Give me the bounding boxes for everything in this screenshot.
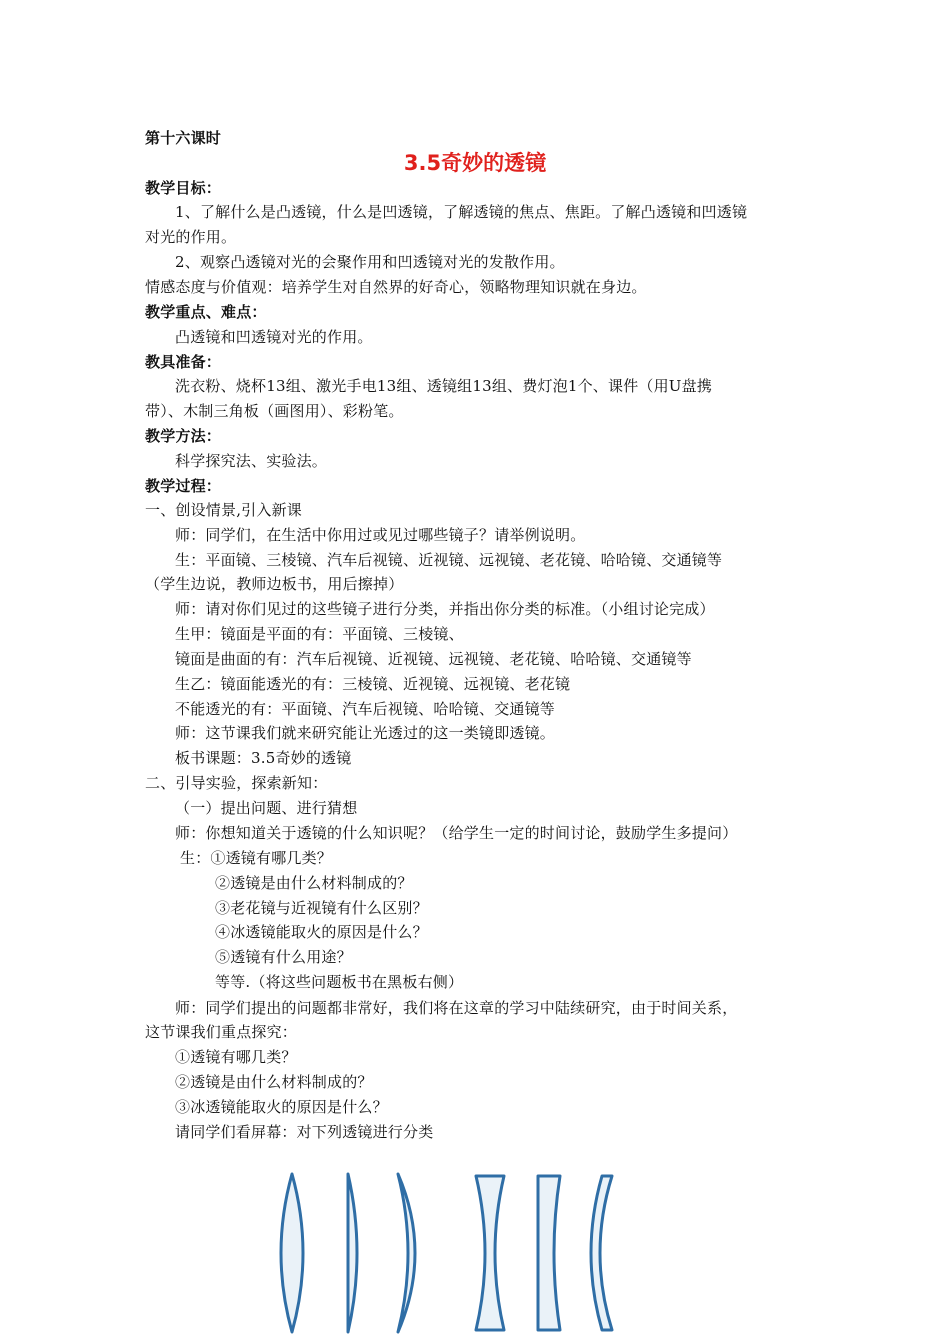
paragraph-line: 生甲：镜面是平面的有：平面镜、三棱镜、 (175, 625, 464, 643)
section-heading-objectives: 教学目标： (145, 179, 222, 197)
section-heading-materials: 教具准备： (145, 353, 222, 371)
paragraph-line: ①透镜有哪几类？ (175, 1048, 297, 1066)
biconvex-lens-icon (281, 1174, 303, 1332)
paragraph-line: 师：同学们提出的问题都非常好，我们将在这章的学习中陆续研究，由于时间关系， (175, 999, 738, 1017)
paragraph-line: 生乙：镜面能透光的有：三棱镜、近视镜、远视镜、老花镜 (175, 675, 571, 693)
paragraph-line: 师：这节课我们就来研究能让光透过的这一类镜即透镜。 (175, 724, 556, 742)
paragraph-line: 二、引导实验，探索新知： (145, 774, 328, 792)
paragraph-line: 带）、木制三角板（画图用）、彩粉笔。 (145, 402, 404, 420)
paragraph-line: 对光的作用。 (145, 228, 237, 246)
plano-convex-lens-icon (348, 1174, 357, 1332)
section-heading-methods: 教学方法： (145, 427, 222, 445)
biconcave-lens-icon (476, 1176, 504, 1330)
paragraph-line: 科学探究法、实验法。 (175, 452, 328, 470)
paragraph-line: 凸透镜和凹透镜对光的作用。 (175, 328, 373, 346)
paragraph-line: 生：平面镜、三棱镜、汽车后视镜、近视镜、远视镜、老花镜、哈哈镜、交通镜等 (175, 551, 723, 569)
paragraph-line: ③老花镜与近视镜有什么区别？ (215, 899, 428, 917)
section-heading-key-points: 教学重点、难点： (145, 303, 267, 321)
paragraph-line: ③冰透镜能取火的原因是什么？ (175, 1098, 388, 1116)
paragraph-line: ⑤透镜有什么用途？ (215, 948, 352, 966)
paragraph-line: （一）提出问题、进行猜想 (175, 799, 358, 817)
paragraph-line: 师：同学们，在生活中你用过或见过哪些镜子？请举例说明。 (175, 526, 586, 544)
paragraph-line: 师：请对你们见过的这些镜子进行分类，并指出你分类的标准。（小组讨论完成） (175, 600, 715, 618)
paragraph-line: 一、创设情景,引入新课 (145, 501, 302, 519)
paragraph-line: 2、观察凸透镜对光的会聚作用和凹透镜对光的发散作用。 (175, 253, 565, 271)
paragraph-line: 情感态度与价值观：培养学生对自然界的好奇心，领略物理知识就在身边。 (145, 278, 647, 296)
paragraph-line: 板书课题：3.5奇妙的透镜 (175, 749, 352, 767)
paragraph-line: 等等.（将这些问题板书在黑板右侧） (215, 973, 464, 991)
plano-concave-lens-icon (538, 1176, 560, 1330)
paragraph-line: 这节课我们重点探究： (145, 1023, 298, 1041)
paragraph-line: ④冰透镜能取火的原因是什么？ (215, 923, 428, 941)
paragraph-line: 洗衣粉、烧杯13组、激光手电13组、透镜组13组、费灯泡1个、课件（用U盘携 (175, 377, 713, 395)
paragraph-line: ②透镜是由什么材料制成的？ (215, 874, 413, 892)
paragraph-line: （学生边说，教师边板书，用后擦掉） (145, 575, 404, 593)
paragraph-line: 请同学们看屏幕：对下列透镜进行分类 (175, 1123, 434, 1141)
paragraph-line: 师：你想知道关于透镜的什么知识呢？（给学生一定的时间讨论，鼓励学生多提问） (175, 824, 738, 842)
meniscus-convex-lens-icon (398, 1174, 415, 1332)
paragraph-line: 生：①透镜有哪几类？ (180, 849, 333, 867)
meniscus-concave-lens-icon (591, 1176, 612, 1330)
section-heading-process: 教学过程： (145, 477, 222, 495)
paragraph-line: ②透镜是由什么材料制成的？ (175, 1073, 373, 1091)
paragraph-line: 1、了解什么是凸透镜，什么是凹透镜，了解透镜的焦点、焦距。了解凸透镜和凹透镜 (175, 203, 748, 221)
paragraph-line: 不能透光的有：平面镜、汽车后视镜、哈哈镜、交通镜等 (175, 700, 556, 718)
paragraph-line: 镜面是曲面的有：汽车后视镜、近视镜、远视镜、老花镜、哈哈镜、交通镜等 (175, 650, 692, 668)
lens-illustration (270, 1168, 630, 1338)
lesson-label: 第十六课时 (145, 129, 222, 147)
page-title: 3.5奇妙的透镜 (403, 151, 547, 175)
